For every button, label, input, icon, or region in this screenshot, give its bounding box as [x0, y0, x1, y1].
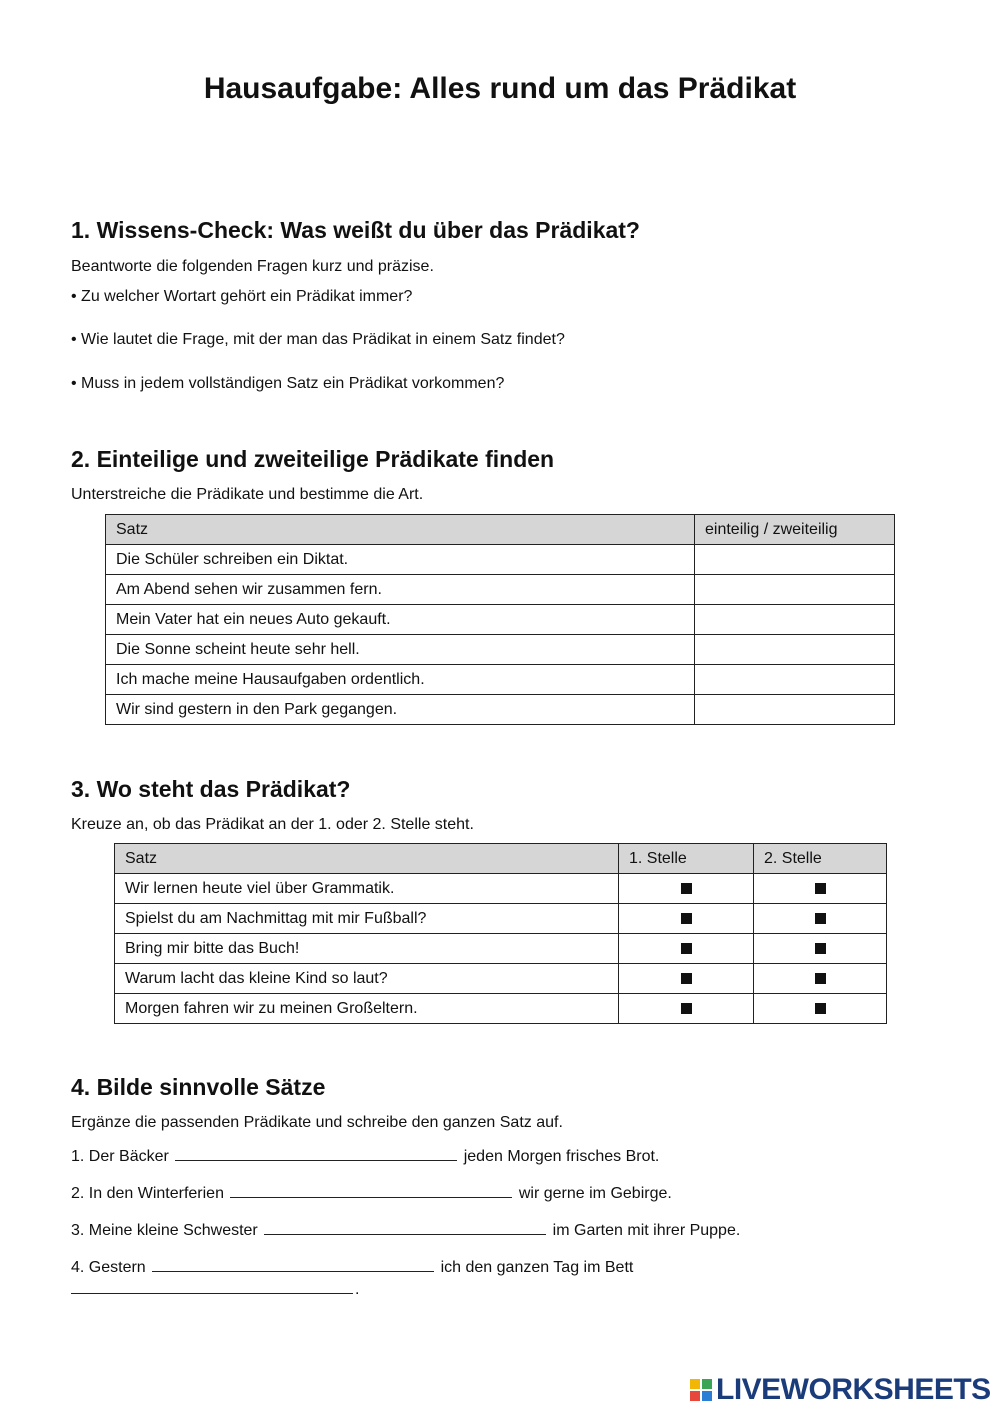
- predicate-position-table: [114, 843, 887, 1024]
- question-2: • Wie lautet die Frage, mit der man das Prädikat in einem Satz findet?: [71, 331, 565, 348]
- table-header-row: [115, 844, 887, 874]
- answer-cell[interactable]: [695, 695, 895, 725]
- sentence-cell: Bring mir bitte das Buch!: [115, 934, 619, 964]
- checkbox-stelle-2[interactable]: [815, 943, 826, 954]
- stelle-1-cell: [619, 904, 754, 934]
- stelle-2-cell: [754, 964, 887, 994]
- sentence-item-1: [71, 1144, 659, 1166]
- blank-line-input[interactable]: [175, 1144, 457, 1161]
- checkbox-stelle-2[interactable]: [815, 973, 826, 984]
- stelle-2-cell: [754, 874, 887, 904]
- column-header-stelle-2: 2. Stelle: [754, 844, 887, 874]
- stelle-1-cell: [619, 874, 754, 904]
- section-3-heading: 3. Wo steht das Prädikat?: [71, 776, 351, 802]
- table-row: [115, 904, 887, 934]
- answer-cell[interactable]: [695, 605, 895, 635]
- sentence-cell: Die Schüler schreiben ein Diktat.: [106, 545, 695, 575]
- question-1: • Zu welcher Wortart gehört ein Prädikat immer?: [71, 288, 413, 305]
- blank-line-input[interactable]: [230, 1181, 512, 1198]
- checkbox-stelle-2[interactable]: [815, 883, 826, 894]
- table-row: [115, 994, 887, 1024]
- column-header-satz: Satz: [106, 515, 695, 545]
- logo-square: [702, 1391, 712, 1401]
- sentence-cell: Die Sonne scheint heute sehr hell.: [106, 635, 695, 665]
- checkbox-stelle-1[interactable]: [681, 973, 692, 984]
- table-row: [115, 874, 887, 904]
- blank-line-input[interactable]: [152, 1255, 434, 1272]
- checkbox-stelle-1[interactable]: [681, 943, 692, 954]
- section-1-heading: 1. Wissens-Check: Was weißt du über das Prädikat?: [71, 217, 640, 243]
- sentence-item-3: [71, 1218, 740, 1240]
- section-2-heading: 2. Einteilige und zweiteilige Prädikate finden: [71, 446, 555, 472]
- table-header-row: [106, 515, 895, 545]
- sentence-period: .: [355, 1281, 360, 1298]
- sentence-start: 1. Der Bäcker: [71, 1148, 169, 1165]
- sentence-start: 4. Gestern: [71, 1259, 146, 1276]
- checkbox-stelle-1[interactable]: [681, 913, 692, 924]
- section-4-heading: 4. Bilde sinnvolle Sätze: [71, 1074, 326, 1100]
- table-row: [106, 605, 895, 635]
- sentence-cell: Wir lernen heute viel über Grammatik.: [115, 874, 619, 904]
- question-3: • Muss in jedem vollständigen Satz ein Prädikat vorkommen?: [71, 375, 505, 392]
- column-header-satz: Satz: [115, 844, 619, 874]
- column-header-art: einteilig / zweiteilig: [695, 515, 895, 545]
- sentence-cell: Ich mache meine Hausaufgaben ordentlich.: [106, 665, 695, 695]
- sentence-end: im Garten mit ihrer Puppe.: [552, 1222, 741, 1239]
- checkbox-stelle-2[interactable]: [815, 1003, 826, 1014]
- table-row: [115, 964, 887, 994]
- sentence-cell: Morgen fahren wir zu meinen Großeltern.: [115, 994, 619, 1024]
- sentence-item-2: [71, 1181, 672, 1203]
- table-row: [115, 934, 887, 964]
- stelle-1-cell: [619, 964, 754, 994]
- table-row: [106, 635, 895, 665]
- logo-text: LIVEWORKSHEETS: [716, 1373, 991, 1406]
- answer-cell[interactable]: [695, 635, 895, 665]
- table-row: [106, 545, 895, 575]
- stelle-2-cell: [754, 904, 887, 934]
- checkbox-stelle-1[interactable]: [681, 883, 692, 894]
- column-header-stelle-1: 1. Stelle: [619, 844, 754, 874]
- table-row: [106, 695, 895, 725]
- sentence-end: jeden Morgen frisches Brot.: [463, 1148, 660, 1165]
- section-1-instruction: Beantworte die folgenden Fragen kurz und präzise.: [71, 258, 434, 275]
- answer-cell[interactable]: [695, 575, 895, 605]
- section-3-instruction: Kreuze an, ob das Prädikat an der 1. oder 2. Stelle steht.: [71, 816, 474, 833]
- section-2-instruction: Unterstreiche die Prädikate und bestimme die Art.: [71, 486, 424, 503]
- liveworksheets-logo: [690, 1374, 991, 1406]
- table-row: [106, 665, 895, 695]
- sentence-item-4: [71, 1255, 633, 1277]
- sentence-cell: Spielst du am Nachmittag mit mir Fußball?: [115, 904, 619, 934]
- logo-square: [690, 1391, 700, 1401]
- stelle-2-cell: [754, 934, 887, 964]
- answer-cell[interactable]: [695, 545, 895, 575]
- logo-square: [690, 1379, 700, 1389]
- sentence-cell: Wir sind gestern in den Park gegangen.: [106, 695, 695, 725]
- answer-cell[interactable]: [695, 665, 895, 695]
- checkbox-stelle-1[interactable]: [681, 1003, 692, 1014]
- blank-line-input[interactable]: [264, 1218, 546, 1235]
- checkbox-stelle-2[interactable]: [815, 913, 826, 924]
- sentence-start: 2. In den Winterferien: [71, 1185, 224, 1202]
- sentence-cell: Warum lacht das kleine Kind so laut?: [115, 964, 619, 994]
- section-4-instruction: Ergänze die passenden Prädikate und schreibe den ganzen Satz auf.: [71, 1114, 563, 1131]
- predicate-type-table: [105, 514, 895, 725]
- logo-square: [702, 1379, 712, 1389]
- stelle-1-cell: [619, 994, 754, 1024]
- stelle-2-cell: [754, 994, 887, 1024]
- sentence-cell: Am Abend sehen wir zusammen fern.: [106, 575, 695, 605]
- sentence-cell: Mein Vater hat ein neues Auto gekauft.: [106, 605, 695, 635]
- worksheet-title: Hausaufgabe: Alles rund um das Prädikat: [203, 72, 797, 105]
- sentence-end: ich den ganzen Tag im Bett: [440, 1259, 634, 1276]
- logo-mark-icon: [690, 1379, 712, 1401]
- sentence-item-4-continuation: [71, 1277, 359, 1299]
- table-row: [106, 575, 895, 605]
- sentence-end: wir gerne im Gebirge.: [518, 1185, 672, 1202]
- sentence-start: 3. Meine kleine Schwester: [71, 1222, 258, 1239]
- stelle-1-cell: [619, 934, 754, 964]
- blank-line-input[interactable]: [71, 1277, 353, 1294]
